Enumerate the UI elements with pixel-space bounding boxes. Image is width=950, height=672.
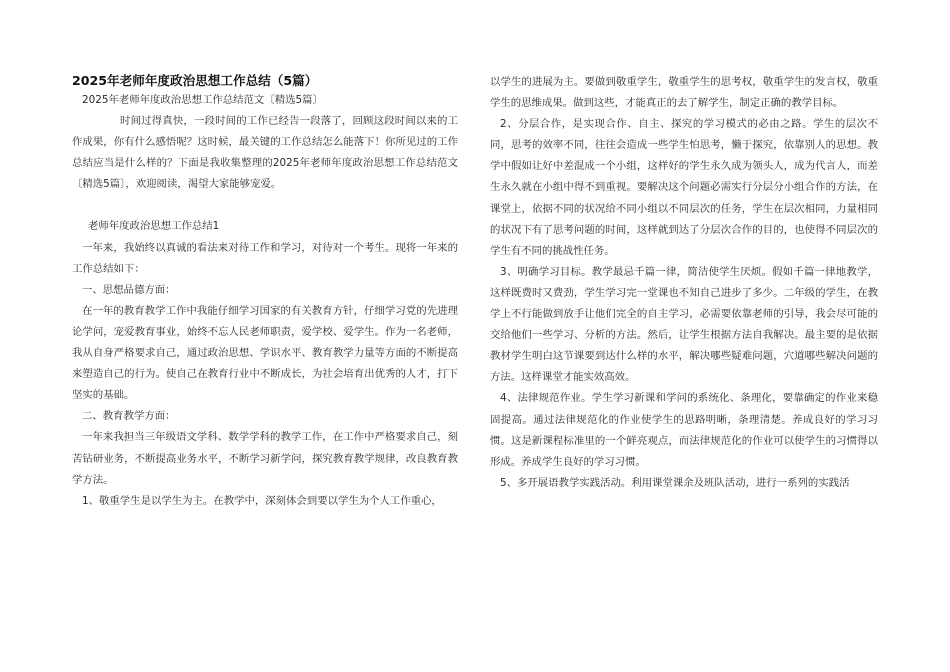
intro-paragraph: 时间过得真快，一段时间的工作已经告一段落了，回顾这段时间以来的工作成果，你有什么感悟呢？这时候，最关键的工作总结怎么能落下！你所见过的工作总结应当是什么样的？下面是我收集整理的2025年老师年度政治思想工作总结范文〔精选5篇〕，欢迎阅读，渴望大家能够宠爱。 [72,115,458,191]
paragraph-point-5: 5、多开展语教学实践活动。利用课堂课余及班队活动，进行一系列的实践活 [500,476,850,489]
section-heading: 老师年度政治思想工作总结1 [88,220,220,233]
paragraph-gap [72,195,458,216]
paragraph-point-1-continued: 以学生的进展为主。要做到敬重学生，敬重学生的思考权，敬重学生的发言权，敬重学生的思维成果。做到这些，才能真正的去了解学生，制定正确的教学目标。 [490,76,878,110]
paragraph-overview: 一年来，我始终以真诚的看法来对待工作和学习，对待对一个考生。现将一年来的工作总结如下： [72,241,458,275]
paragraph-point-4: 4、法律规范作业。学生学习新课和学问的系统化、条理化，要靠确定的作业来稳固提高。通过法律规范化的作业使学生的思路明晰，条理清楚。养成良好的学习习惯。这是新课程标准里的一个鲜亮观点，而法律规范化的作业可以使学生的习惯得以形成。养成学生良好的学习习惯。 [490,392,878,468]
heading-ideology: 一、思想品德方面： [82,283,176,296]
paragraph-ideology: 在一年的教育教学工作中我能仔细学习国家的有关教育方针，仔细学习党的先进理论学问，宠爱教育事业，始终不忘人民老师职责，爱学校、爱学生。作为一名老师，我从自身严格要求自己，通过政治思想、学识水平、教育教学力量等方面的不断提高来塑造自己的行为。使自己在教育行业中不断成长，为社会培育出优秀的人才，打下坚实的基础。 [72,304,458,402]
paragraph-teaching: 一年来我担当三年级语文学科、数学学科的教学工作，在工作中严格要求自己，刻苦钻研业务，不断提高业务水平，不断学习新学问，探究教育教学规律，改良教育教学方法。 [72,431,458,486]
document-subtitle: 2025年老师年度政治思想工作总结范文〔精选5篇〕 [82,94,323,106]
paragraph-point-3: 3、明确学习目标。教学最忌千篇一律，简洁使学生厌烦。假如千篇一律地教学，这样既费时又费劲，学生学习完一堂课也不知自己进步了多少。二年级的学生，在教学上不行能做到放手让他们完全的自主学习，必需要依靠老师的引导，我会尽可能的交给他们一些学习、分析的方法。然后，让学生根据方法自我解决。最主要的是依据教材学生明白这节课要到达什么样的水平，解决哪些疑难问题，穴道哪些解决问题的方法。这样课堂才能实效高效。 [490,265,878,384]
right-column [490,72,878,494]
paragraph-point-2: 2、分层合作，是实现合作、自主、探究的学习模式的必由之路。学生的层次不同，思考的效率不同，往往会造成一些学生怕思考，懒于探究，依靠别人的思想。教学中假如让好中差混成一个小组，这样好的学生永久成为领头人，成为代言人，而差生永久就在小组中得不到重视。要解决这个问题必需实行分层分小组合作的方法，在课堂上，依据不同的状况给不同小组以不同层次的任务，学生在层次相同，力量相同的状况下有了思考问题的时间，这样就到达了分层次合作的目的，也使得不同层次的学生有不同的挑战性任务。 [490,118,878,257]
document-title: 2025年老师年度政治思想工作总结（5篇） [72,73,318,88]
left-column [72,72,458,512]
heading-teaching: 二、教育教学方面： [82,410,176,423]
paragraph-point-1: 1、敬重学生是以学生为主。在教学中，深刻体会到要以学生为个人工作重心， [82,494,442,507]
